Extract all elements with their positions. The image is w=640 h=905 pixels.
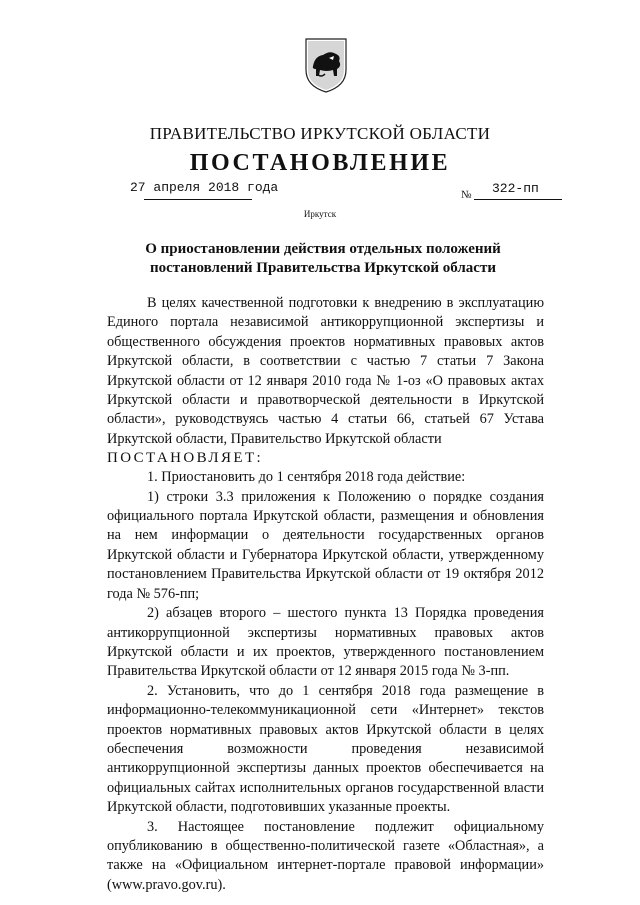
paragraph-1-item-2: 2) абзацев второго – шестого пункта 13 Порядка проведения антикоррупционной экспертизы нормативных правовых актов Иркутской области и их проектов, утвержденного постановлением Правительства Иркутской области от 12 января 2015 года № 3-пп. (107, 605, 544, 680)
city-name: Иркутск (303, 209, 337, 219)
government-name: ПРАВИТЕЛЬСТВО ИРКУТСКОЙ ОБЛАСТИ (149, 124, 491, 143)
preamble-paragraph: В целях качественной подготовки к внедрению в эксплуатацию Единого портала независимой антикоррупционной экспертизы и общественного обсуждения проектов нормативных правовых актов Иркутской области, в соответствии с частью 7 статьи 7 Закона Иркутской области от 12 января 2010 года № 1-оз «О правовых актах Иркутской области и правотворческой деятельности в Иркутской области», руководствуясь частью 4 статьи 66, статьей 67 Устава Иркутской области, Правительство Иркутской области (107, 295, 544, 447)
number-underline (474, 199, 562, 200)
paragraph-2: 2. Установить, что до 1 сентября 2018 года размещение в информационно-телекоммуникационной сети «Интернет» текстов проектов нормативных правовых актов Иркутской области в целях обеспечения возможности проведения независимой антикоррупционной экспертизы данных проектов обеспечивается на официальных сайтах исполнительных органов государственной власти Иркутской области, подготовивших указанные проекты. (107, 682, 544, 816)
coat-of-arms-icon (303, 36, 349, 94)
paragraph-3: 3. Настоящее постановление подлежит официальному опубликованию в общественно-политической газете «Областная», а также на «Официальном интернет-портале правовой информации» (www.pravo.gov.ru). (107, 818, 544, 893)
document-type-title: ПОСТАНОВЛЕНИЕ (189, 150, 451, 176)
date-underline (144, 199, 252, 200)
paragraph-1-item-1: 1) строки 3.3 приложения к Положению о порядке создания официального портала Иркутской области, размещения и обновления на нем информации о деятельности государственных органов Иркутской области и Губернатора Иркутской области, утвержденному постановлением Правительства Иркутской области от 19 октября 2012 года № 576-пп; (107, 488, 544, 602)
number-sign: № (461, 189, 472, 201)
paragraph-1: 1. Приостановить до 1 сентября 2018 года действие: (147, 469, 466, 486)
document-date: 27 апреля 2018 года (130, 180, 279, 195)
document-body (107, 294, 544, 895)
document-subject: О приостановлении действия отдельных положений постановлений Правительства Иркутской области (145, 241, 501, 276)
document-number: 322-пп (492, 181, 539, 196)
decree-heading: ПОСТАНОВЛЯЕТ: (107, 450, 264, 467)
